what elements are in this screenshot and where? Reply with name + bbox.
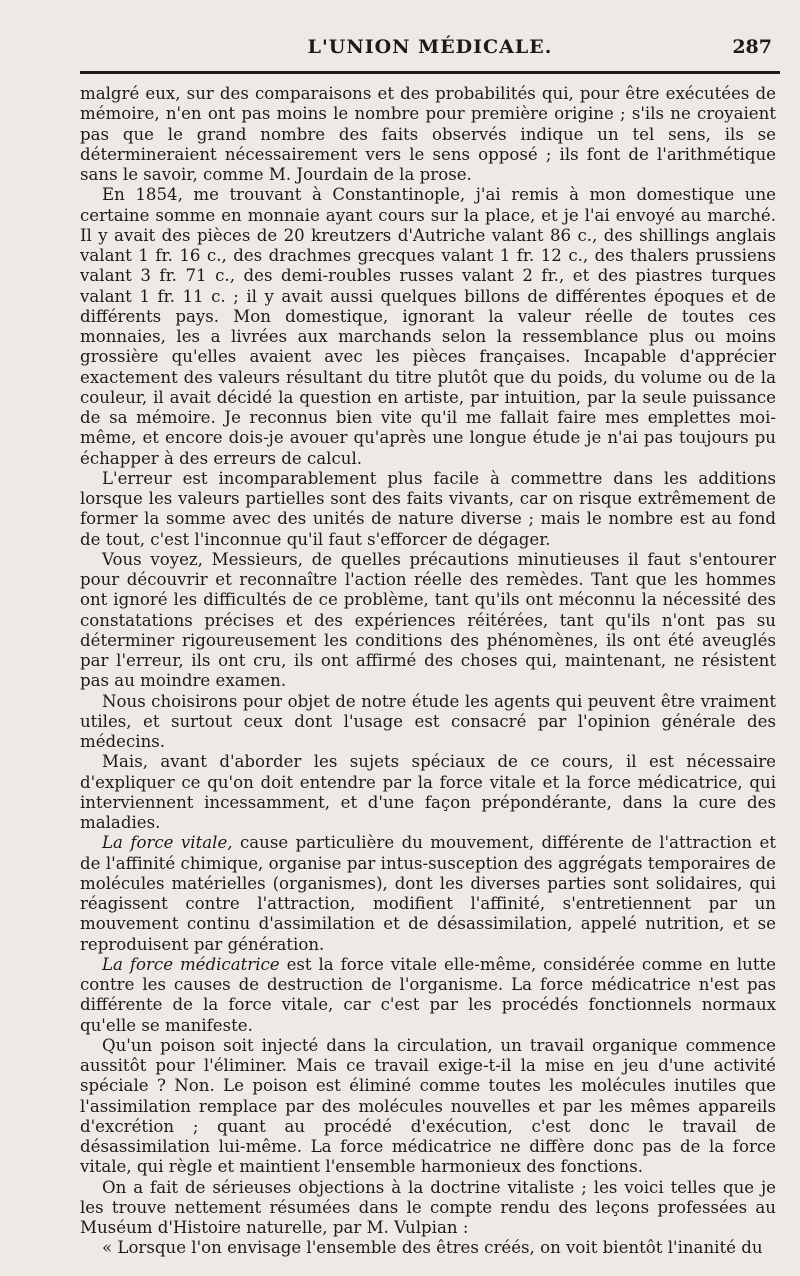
journal-title: L'UNION MÉDICALE. [307, 36, 553, 58]
term-force-vitale: La force vitale, [102, 833, 233, 853]
page-number: 287 [732, 36, 772, 58]
term-force-medicatrice: La force médicatrice [102, 954, 280, 974]
paragraph-force-medicatrice [80, 955, 776, 1036]
paragraph: Nous choisirons pour objet de notre étude les agents qui peuvent être vraiment utiles, et surtout ceux dont l'usage est consacré par l'opinion générale des médecins. [80, 691, 776, 751]
quotation-start: « Lorsque l'on envisage l'ensemble des êtres créés, on voit bientôt l'inanité du [102, 1238, 763, 1258]
paragraph: Qu'un poison soit injecté dans la circulation, un travail organique commence aussitôt pour l'éliminer. Mais ce travail exige-t-il la mise en jeu d'une activité spéciale ? Non. Le poison est éliminé comme toutes les molécules inutiles que l'assimilation remplace par des molécules nouvelles et par les mêmes appareils d'excrétion ; quant au procédé d'exécution, c'est donc le travail de désassimilation lui-même. La force médicatrice ne diffère donc pas de la force vitale, qui règle et maintient l'ensemble harmonieux des fonctions. [80, 1035, 776, 1177]
paragraph-force-vitale [80, 833, 776, 955]
header-rule [80, 71, 780, 74]
paragraph: On a fait de sérieuses objections à la doctrine vitaliste ; les voici telles que je les trouve nettement résumées dans le compte rendu des leçons professées au Muséum d'Histoire naturelle, par M. Vulpian : [80, 1177, 776, 1237]
paragraph: malgré eux, sur des comparaisons et des probabilités qui, pour être exécutées de mémoire, n'en ont pas moins le nombre pour première origine ; s'ils ne croyaient pas que le grand nombre des faits observés indique un tel sens, ils se détermineraient nécessairement vers le sens opposé ; ils font de l'arithmétique sans le savoir, comme M. Jourdain de la prose. [80, 84, 776, 184]
body-text [80, 84, 776, 1259]
paragraph: Vous voyez, Messieurs, de quelles précautions minutieuses il faut s'entourer pour découvrir et reconnaître l'action réelle des remèdes. Tant que les hommes ont ignoré les difficultés de ce problème, tant qu'ils ont méconnu la nécessité des constatations précises et des expériences réitérées, tant qu'ils n'ont pas su déterminer rigoureusement les conditions des phénomènes, ils ont été aveuglés par l'erreur, ils ont cru, ils ont affirmé des choses qui, maintenant, ne résistent pas au moindre examen. [80, 549, 776, 691]
definition-force-medicatrice: est la force vitale elle-même, considérée comme en lutte contre les causes de destruction de l'organisme. La force médicatrice n'est pas différente de la force vitale, car c'est par les procédés fonctionnels normaux qu'elle se manifeste. [80, 954, 776, 1035]
definition-force-vitale: cause particulière du mouvement, différente de l'attraction et de l'affinité chimique, organise par intus-susception des aggrégats temporaires de molécules matérielles (organismes), dont les diverses parties sont solidaires, qui réagissent contre l'attraction, modifient l'affinité, s'entretiennent par un mouvement continu d'assimilation et de désassimilation, appelé nutrition, et se reproduisent par génération. [80, 833, 776, 954]
paragraph: L'erreur est incomparablement plus facile à commettre dans les additions lorsque les valeurs partielles sont des faits vivants, car on risque extrêmement de former la somme avec des unités de nature diverse ; mais le nombre est au fond de tout, c'est l'inconnue qu'il faut s'efforcer de dégager. [80, 468, 776, 549]
running-header [80, 36, 780, 70]
paragraph: Mais, avant d'aborder les sujets spéciaux de ce cours, il est nécessaire d'expliquer ce qu'on doit entendre par la force vitale et la force médicatrice, qui interviennent incessamment, et d'une façon prépondérante, dans la cure des maladies. [80, 752, 776, 832]
paragraph: En 1854, me trouvant à Constantinople, j'ai remis à mon domestique une certaine somme en monnaie ayant cours sur la place, et je l'ai envoyé au marché. Il y avait des pièces de 20 kreutzers d'Autriche valant 86 c., des shillings anglais valant 1 fr. 16 c., des drachmes grecques valant 1 fr. 12 c., des thalers prussiens valant 3 fr. 71 c., des demi-roubles russes valant 2 fr., et des piastres turques valant 1 fr. 11 c. ; il y avait aussi quelques billons de différentes époques et de différents pays. Mon domestique, ignorant la valeur réelle de toutes ces monnaies, les a livrées aux marchands selon la ressemblance plus ou moins grossière qu'elles avaient avec les pièces françaises. Incapable d'apprécier exactement des valeurs résultant du titre plutôt que du poids, du volume ou de la couleur, il avait décidé la question en artiste, par intuition, par la seule puissance de sa mémoire. Je reconnus bien vite qu'il me fallait faire mes emplettes moi-même, et encore dois-je avouer qu'après une longue étude je n'ai pas toujours pu échapper à des erreurs de calcul. [80, 185, 776, 468]
